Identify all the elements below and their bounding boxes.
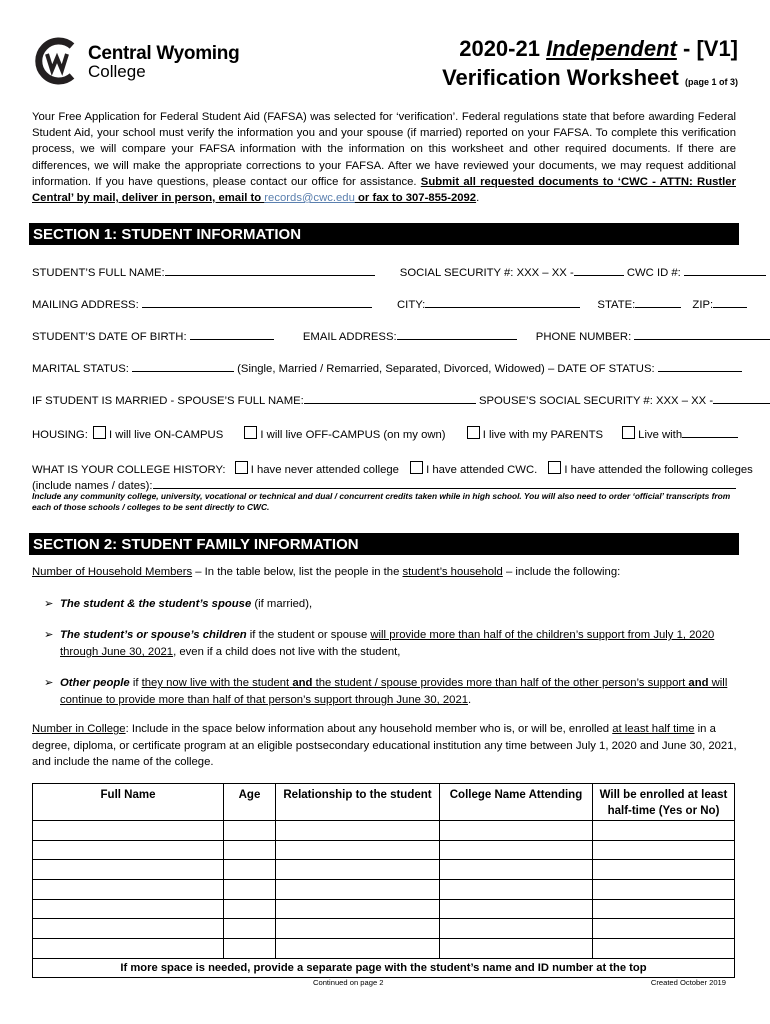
section1-heading: SECTION 1: STUDENT INFORMATION bbox=[29, 223, 739, 245]
table-footer-row: If more space is needed, provide a separate page with the student’s name and ID number at the top bbox=[33, 958, 735, 977]
row-history-names: (include names / dates): bbox=[32, 477, 736, 492]
attended-other-checkbox[interactable] bbox=[548, 461, 561, 474]
table-row[interactable] bbox=[33, 919, 735, 939]
page-title: 2020-21 Independent - [V1] bbox=[459, 36, 738, 61]
created-date: Created October 2019 bbox=[650, 978, 726, 987]
spouse-name-field[interactable] bbox=[304, 392, 476, 404]
mailing-address-field[interactable] bbox=[142, 296, 372, 308]
row-housing: HOUSING: I will live ON-CAMPUS I will live OFF-CAMPUS (on my own) I live with my PARENTS Live with bbox=[32, 426, 738, 441]
col-relationship: Relationship to the student bbox=[276, 784, 440, 821]
city-field[interactable] bbox=[425, 296, 580, 308]
col-half-time: Will be enrolled at least half-time (Yes or No) bbox=[593, 784, 735, 821]
table-row[interactable] bbox=[33, 840, 735, 860]
row-history: WHAT IS YOUR COLLEGE HISTORY: I have never attended college I have attended CWC. I have attended the following colleges bbox=[32, 461, 753, 476]
household-table bbox=[32, 783, 735, 978]
full-name-field[interactable] bbox=[165, 264, 375, 276]
row-marital: MARITAL STATUS: (Single, Married / Remarried, Separated, Divorced, Widowed) – DATE OF STATUS: bbox=[32, 360, 742, 375]
page-subtitle: Verification Worksheet (page 1 of 3) bbox=[442, 65, 738, 90]
col-full-name: Full Name bbox=[33, 784, 224, 821]
live-with-field[interactable] bbox=[682, 426, 738, 438]
housing-on-campus-checkbox[interactable] bbox=[93, 426, 106, 439]
bullet-other-people: ➢ Other people if they now live with the student and the student / spouse provides more than half of the other person’s support and will continue to provide more than half of that person’s support through June 30, 2021. bbox=[44, 677, 728, 706]
housing-off-campus-checkbox[interactable] bbox=[244, 426, 257, 439]
date-of-status-field[interactable] bbox=[658, 360, 742, 372]
history-names-field[interactable] bbox=[153, 477, 736, 489]
email-link[interactable]: records@cwc.edu bbox=[264, 192, 355, 205]
dob-field[interactable] bbox=[190, 328, 274, 340]
logo-line2: College bbox=[88, 62, 146, 81]
cwc-logo-icon bbox=[34, 36, 80, 86]
col-age: Age bbox=[224, 784, 276, 821]
continued-note: Continued on page 2 bbox=[313, 978, 384, 987]
marital-status-field[interactable] bbox=[132, 360, 234, 372]
col-college-name: College Name Attending bbox=[440, 784, 593, 821]
zip-field[interactable] bbox=[713, 296, 747, 308]
email-field[interactable] bbox=[397, 328, 517, 340]
intro-paragraph: Your Free Application for Federal Student Aid (FAFSA) was selected for ‘verification’. Federal regulations state that before awarding Federal Student Aid, your school must verify the information you and your spouse (if married) reported on your FAFSA. To complete this verification process, we will compare your FAFSA information with the information on this worksheet and other required documents. If there are differences, we will make the appropriate corrections to your FAFSA. After we have reviewed your documents, we may request additional information. If you have questions, please contact our office for assistance. Submit all requested documents to ‘CWC - ATTN: Rustler Central’ by mail, deliver in person, email to records@cwc.edu or fax to 307-855-2092. bbox=[32, 111, 736, 205]
ssn-field[interactable] bbox=[574, 264, 624, 276]
bullet-children: ➢ The student’s or spouse’s children if the student or spouse will provide more than half of the children’s support from July 1, 2020 through June 30, 2021, even if a child does not live with the student, bbox=[44, 629, 715, 658]
spouse-ssn-field[interactable] bbox=[713, 392, 770, 404]
section2-heading: SECTION 2: STUDENT FAMILY INFORMATION bbox=[29, 533, 739, 555]
table-header-row bbox=[33, 784, 735, 821]
row-spouse: IF STUDENT IS MARRIED - SPOUSE’S FULL NAME: SPOUSE’S SOCIAL SECURITY #: XXX – XX - bbox=[32, 392, 770, 407]
housing-live-with-checkbox[interactable] bbox=[622, 426, 635, 439]
row-name-ssn: STUDENT’S FULL NAME: SOCIAL SECURITY #: XXX – XX - CWC ID #: bbox=[32, 264, 766, 279]
table-row[interactable] bbox=[33, 880, 735, 900]
bullet-student-spouse: ➢ The student & the student’s spouse (if married), bbox=[44, 598, 313, 610]
number-in-college-paragraph: Number in College: Include in the space below information about any household member who is, or will be, enrolled at least half time in a degree, diploma, or certificate program at an eligible postsecondary educational institution any time between July 1, 2020 and June 30, 2021, and include the name of the college. bbox=[32, 723, 737, 768]
attended-cwc-checkbox[interactable] bbox=[410, 461, 423, 474]
row-dob: STUDENT’S DATE OF BIRTH: EMAIL ADDRESS: PHONE NUMBER: bbox=[32, 328, 770, 343]
table-row[interactable] bbox=[33, 939, 735, 959]
table-row[interactable] bbox=[33, 821, 735, 841]
state-field[interactable] bbox=[635, 296, 681, 308]
logo-line1: Central Wyoming bbox=[88, 43, 240, 64]
row-address: MAILING ADDRESS: CITY: STATE: ZIP: bbox=[32, 296, 747, 311]
phone-field[interactable] bbox=[634, 328, 770, 340]
household-intro: Number of Household Members – In the table below, list the people in the student’s household – include the following: bbox=[32, 566, 621, 578]
history-note: Include any community college, university, vocational or technical and dual / concurrent credits taken while in high school. You will also need to order ‘official’ transcripts from each of those schools / colleges to be sent directly to CWC. bbox=[32, 491, 731, 512]
never-attended-checkbox[interactable] bbox=[235, 461, 248, 474]
housing-parents-checkbox[interactable] bbox=[467, 426, 480, 439]
cwc-id-field[interactable] bbox=[684, 264, 766, 276]
table-row[interactable] bbox=[33, 860, 735, 880]
table-row[interactable] bbox=[33, 899, 735, 919]
